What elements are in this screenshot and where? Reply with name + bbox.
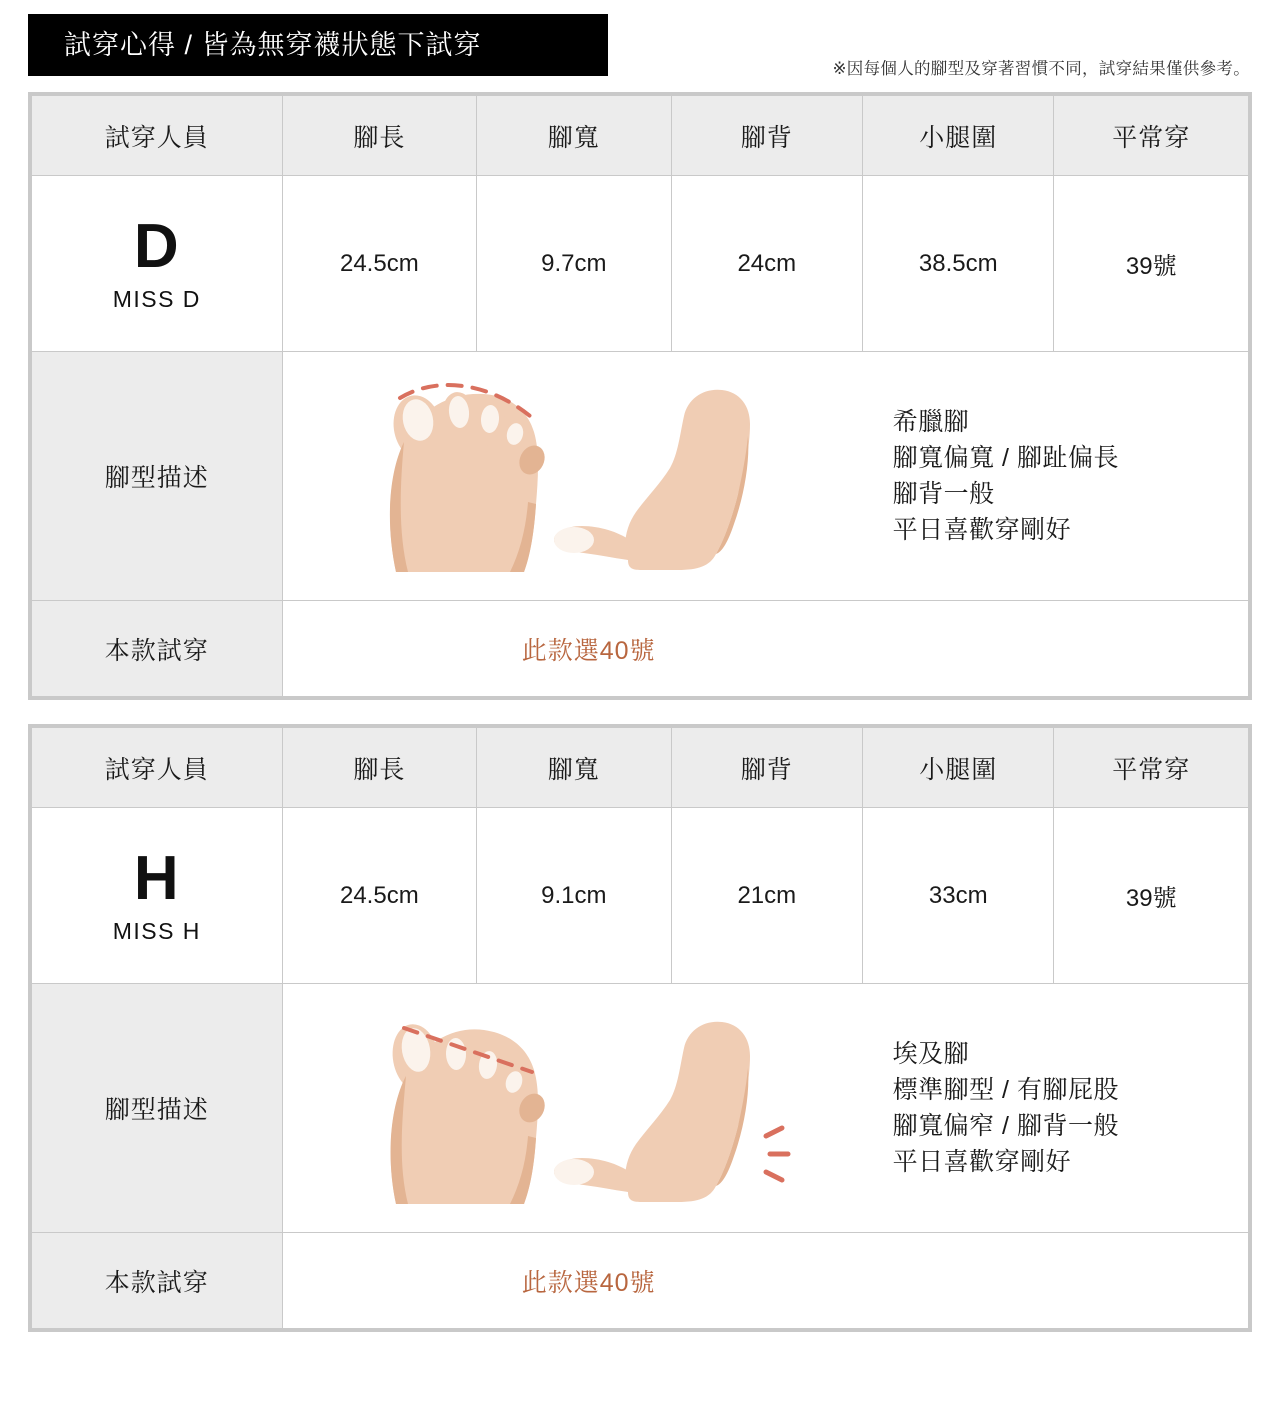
desc-line: 埃及腳 — [892, 1039, 970, 1068]
column-header-calf: 小腿圍 — [863, 96, 1054, 176]
this-style-result-cell — [282, 601, 1248, 697]
column-header-tester: 試穿人員 — [32, 728, 283, 808]
value-instep: 24cm — [671, 176, 862, 352]
value-instep: 21cm — [671, 808, 862, 984]
foot-description-text-d — [883, 404, 1248, 549]
value-foot-width: 9.7cm — [477, 176, 671, 352]
tester-initial: D — [133, 212, 180, 282]
value-foot-length: 24.5cm — [282, 176, 476, 352]
table-header-row — [32, 728, 1249, 808]
tester-block-d — [28, 92, 1252, 700]
value-usual-size: 39號 — [1054, 176, 1249, 352]
value-foot-width: 9.1cm — [477, 808, 671, 984]
table-row — [32, 808, 1249, 984]
page-header — [0, 0, 1280, 92]
tester-identity — [32, 808, 283, 984]
desc-line: 腳背一般 — [892, 480, 995, 508]
column-header-foot-width: 腳寬 — [477, 96, 671, 176]
tester-identity — [32, 176, 283, 352]
value-calf: 38.5cm — [863, 176, 1054, 352]
this-style-row — [32, 1233, 1249, 1329]
tester-name: MISS D — [112, 285, 201, 312]
this-style-row — [32, 601, 1249, 697]
label-foot-description: 腳型描述 — [32, 984, 283, 1233]
header-disclaimer: ※因每個人的腳型及穿著習慣不同，試穿結果僅供參考。 — [832, 60, 1250, 78]
desc-line: 平日喜歡穿剛好 — [892, 516, 1072, 545]
table-header-row — [32, 96, 1249, 176]
foot-description-content — [282, 352, 1248, 601]
foot-illustration-h — [293, 1008, 883, 1208]
value-usual-size: 39號 — [1054, 808, 1249, 984]
page-title: 試穿心得 / 皆為無穿襪狀態下試穿 — [28, 14, 608, 76]
table-row — [32, 176, 1249, 352]
column-header-foot-length: 腳長 — [282, 96, 476, 176]
tester-table-d — [31, 95, 1249, 697]
desc-line: 希臘腳 — [892, 407, 970, 436]
column-header-calf: 小腿圍 — [863, 728, 1054, 808]
this-style-result-cell — [282, 1233, 1248, 1329]
tester-block-h — [28, 724, 1252, 1332]
foot-illustration-d — [293, 376, 883, 576]
desc-line: 腳寬偏寬 / 腳趾偏長 — [892, 443, 1119, 472]
foot-description-text-h — [883, 1036, 1248, 1181]
foot-shape-diagram-icon — [378, 376, 798, 576]
column-header-foot-width: 腳寬 — [477, 728, 671, 808]
desc-line: 平日喜歡穿剛好 — [892, 1148, 1072, 1177]
column-header-foot-length: 腳長 — [282, 728, 476, 808]
foot-shape-diagram-icon — [378, 1008, 798, 1208]
desc-line: 腳寬偏窄 / 腳背一般 — [892, 1112, 1119, 1140]
result-text-d: 此款選40號 — [521, 636, 656, 665]
value-calf: 33cm — [863, 808, 1054, 984]
column-header-usual-size: 平常穿 — [1054, 728, 1249, 808]
column-header-usual-size: 平常穿 — [1054, 96, 1249, 176]
label-this-style: 本款試穿 — [32, 1233, 283, 1329]
column-header-instep: 腳背 — [671, 96, 862, 176]
value-foot-length: 24.5cm — [282, 808, 476, 984]
tester-table-h — [31, 727, 1249, 1329]
foot-description-content — [282, 984, 1248, 1233]
label-foot-description: 腳型描述 — [32, 352, 283, 601]
foot-description-row — [32, 352, 1249, 601]
column-header-instep: 腳背 — [671, 728, 862, 808]
tester-name: MISS H — [112, 917, 201, 944]
result-text-h: 此款選40號 — [521, 1268, 656, 1297]
label-this-style: 本款試穿 — [32, 601, 283, 697]
desc-line: 標準腳型 / 有腳屁股 — [892, 1075, 1119, 1104]
column-header-tester: 試穿人員 — [32, 96, 283, 176]
foot-description-row — [32, 984, 1249, 1233]
tester-initial: H — [133, 844, 180, 914]
